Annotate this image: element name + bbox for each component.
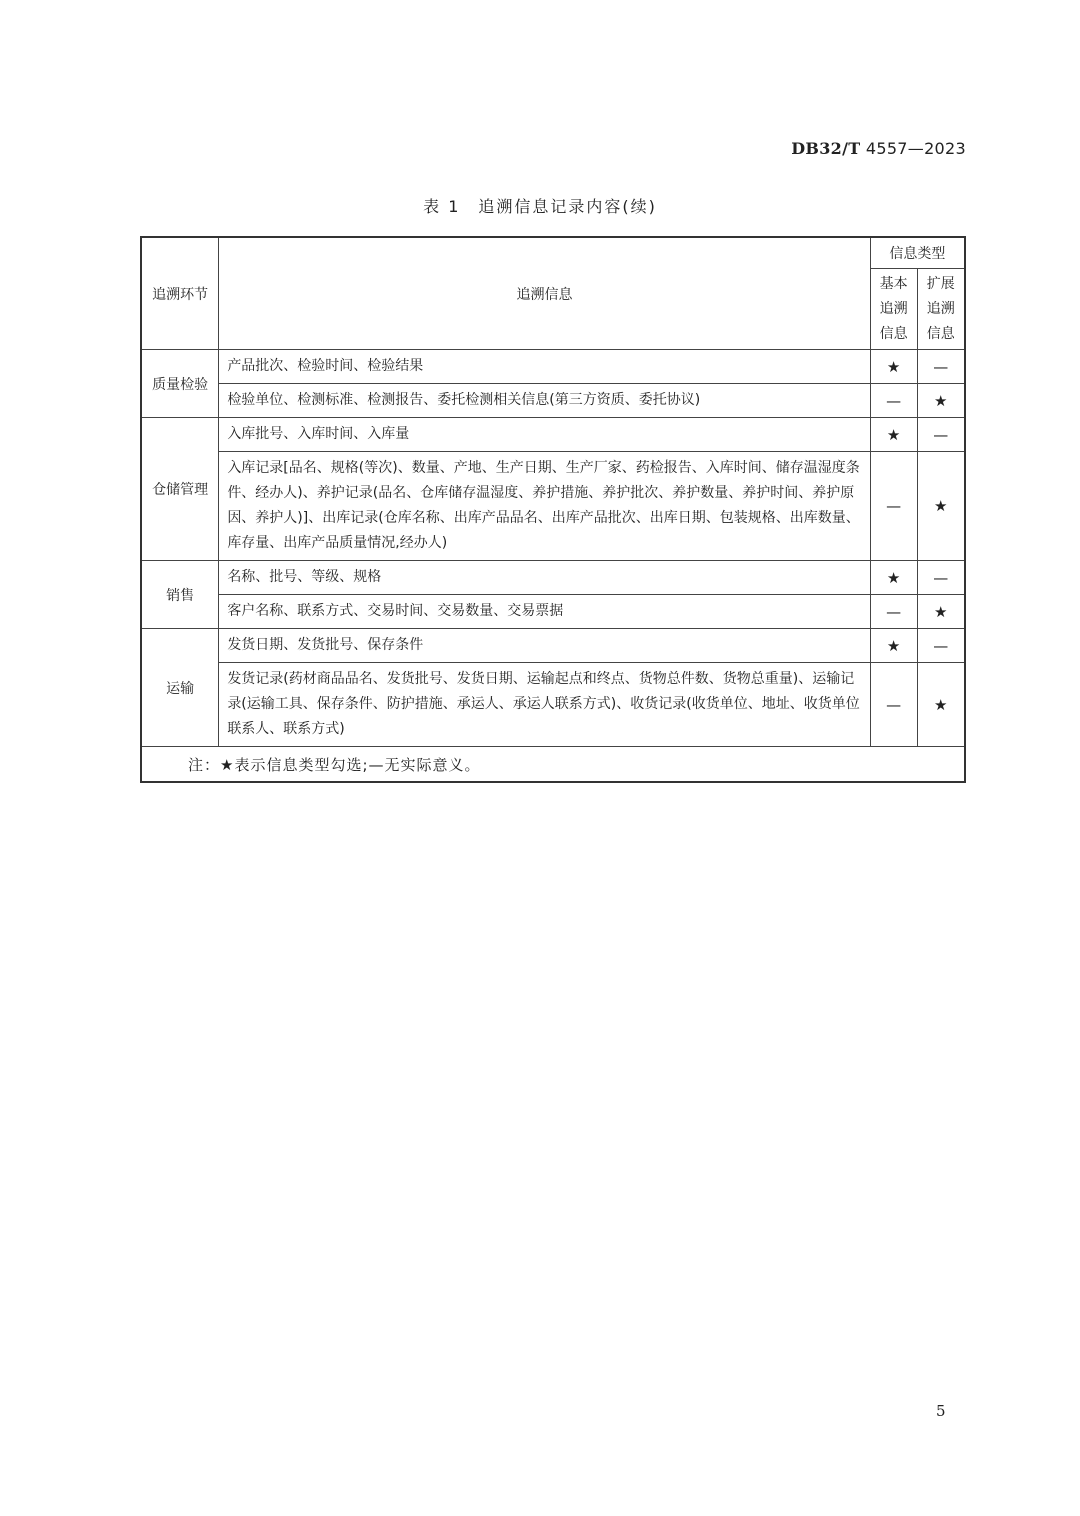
- basic-mark: —: [870, 663, 917, 747]
- info-cell: 入库记录[品名、规格(等次)、数量、产地、生产日期、生产厂家、药检报告、入库时间、储存温湿度条件、经办人)、养护记录(品名、仓库储存温湿度、养护措施、养护批次、养护数量、养护时间、养护原因、养护人)]、出库记录(仓库名称、出库产品品名、出库产品批次、出库日期、包装规格、出库数量、库存量、出库产品质量情况,经办人): [219, 452, 870, 561]
- ext-mark: —: [917, 418, 965, 452]
- table-title: 表 1 追溯信息记录内容(续): [423, 197, 657, 216]
- document-id-number: 4557—2023: [865, 139, 966, 158]
- table-header-row: [141, 237, 965, 269]
- basic-mark: ★: [870, 418, 917, 452]
- table-row: [141, 629, 965, 663]
- table-note: 注：★表示信息类型勾选;—无实际意义。: [141, 747, 965, 783]
- link-name: 仓储管理: [141, 418, 219, 561]
- ext-mark: ★: [917, 595, 965, 629]
- info-cell: 入库批号、入库时间、入库量: [219, 418, 870, 452]
- table-note-row: [141, 747, 965, 783]
- basic-mark: ★: [870, 561, 917, 595]
- ext-mark: —: [917, 561, 965, 595]
- header-link: 追溯环节: [141, 237, 219, 350]
- table-row: [141, 350, 965, 384]
- ext-mark: ★: [917, 384, 965, 418]
- info-cell: 客户名称、联系方式、交易时间、交易数量、交易票据: [219, 595, 870, 629]
- header-type: 信息类型: [870, 237, 965, 269]
- info-cell: 发货日期、发货批号、保存条件: [219, 629, 870, 663]
- basic-mark: —: [870, 452, 917, 561]
- ext-mark: —: [917, 350, 965, 384]
- header-info: 追溯信息: [219, 237, 870, 350]
- table-row: [141, 384, 965, 418]
- header-basic: 基本 追溯 信息: [870, 269, 917, 350]
- basic-mark: ★: [870, 629, 917, 663]
- info-cell: 名称、批号、等级、规格: [219, 561, 870, 595]
- table-row: [141, 452, 965, 561]
- info-cell: 检验单位、检测标准、检测报告、委托检测相关信息(第三方资质、委托协议): [219, 384, 870, 418]
- ext-mark: —: [917, 629, 965, 663]
- ext-mark: ★: [917, 452, 965, 561]
- header-ext: 扩展 追溯 信息: [917, 269, 965, 350]
- table-row: [141, 595, 965, 629]
- basic-mark: —: [870, 384, 917, 418]
- link-name: 质量检验: [141, 350, 219, 418]
- trace-info-table: [140, 236, 966, 783]
- ext-mark: ★: [917, 663, 965, 747]
- info-cell: 发货记录(药材商品品名、发货批号、发货日期、运输起点和终点、货物总件数、货物总重量)、运输记录(运输工具、保存条件、防护措施、承运人、承运人联系方式)、收货记录(收货单位、地址、收货单位联系人、联系方式): [219, 663, 870, 747]
- document-id-prefix: DB32/T: [791, 139, 861, 158]
- table-row: [141, 561, 965, 595]
- table-row: [141, 418, 965, 452]
- link-name: 销售: [141, 561, 219, 629]
- page-number: 5: [936, 1402, 946, 1420]
- basic-mark: —: [870, 595, 917, 629]
- info-cell: 产品批次、检验时间、检验结果: [219, 350, 870, 384]
- basic-mark: ★: [870, 350, 917, 384]
- document-id: [791, 139, 966, 158]
- table-row: [141, 663, 965, 747]
- link-name: 运输: [141, 629, 219, 747]
